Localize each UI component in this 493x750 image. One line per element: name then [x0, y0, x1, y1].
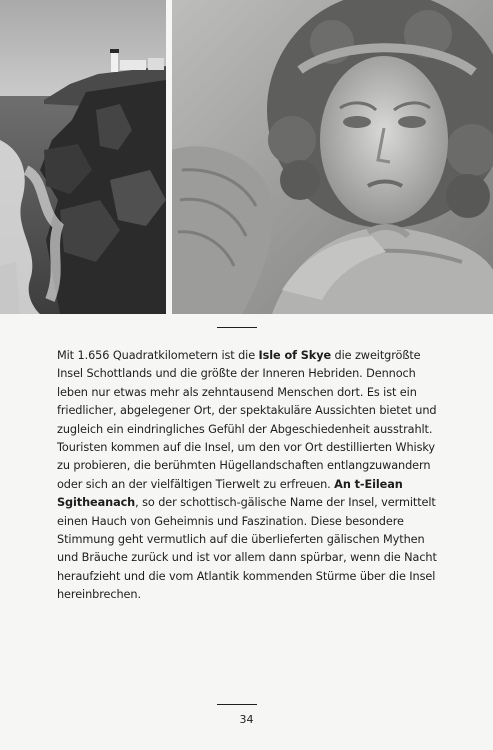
coastal-cliff-photo — [0, 0, 166, 314]
top-divider-rule — [217, 327, 257, 328]
angel-statue-photo — [172, 0, 493, 314]
bold-term-isle-of-skye: Isle of Skye — [258, 349, 332, 362]
coastal-cliff-illustration — [0, 0, 166, 314]
body-paragraph — [57, 347, 437, 605]
page-number: 34 — [239, 713, 254, 726]
body-text-segment: , so der schottisch-gälische Name der Insel, vermittelt einen Hauch von Geheimnis und Faszination. Diese besondere Stimmung geht vermutlich auf die überlieferten gälischen Mythen und Bräuche zurück und ist vor allem dann spürbar, wenn die Nacht heraufzieht und die vom Atlantik kommenden Stürme über die Insel hereinbrechen. — [57, 496, 437, 602]
bold-term-gaelic-name: An t-Eilean Sgitheanach — [57, 477, 403, 510]
body-text-segment: die zweitgrößte Insel Schottlands und die größte der Inneren Hebriden. Dennoch leben nur etwas mehr als zehntausend Menschen dort. Es ist ein friedlicher, abgelegener Ort, der spektakuläre Aussichten bietet und zugleich ein eindringliches Gefühl der Abgeschiedenheit ausstrahlt. Touristen kommen auf die Insel, um den vor Ort destillierten Whisky zu probieren, die berühmten Hügellandschaften entlangzuwandern oder sich an der vielfältigen Tierwelt zu erfreuen. — [57, 349, 437, 491]
body-text-segment: Mit 1.656 Quadratkilometern ist die — [57, 349, 259, 362]
bottom-divider-rule — [217, 704, 257, 705]
angel-statue-illustration — [172, 0, 493, 314]
